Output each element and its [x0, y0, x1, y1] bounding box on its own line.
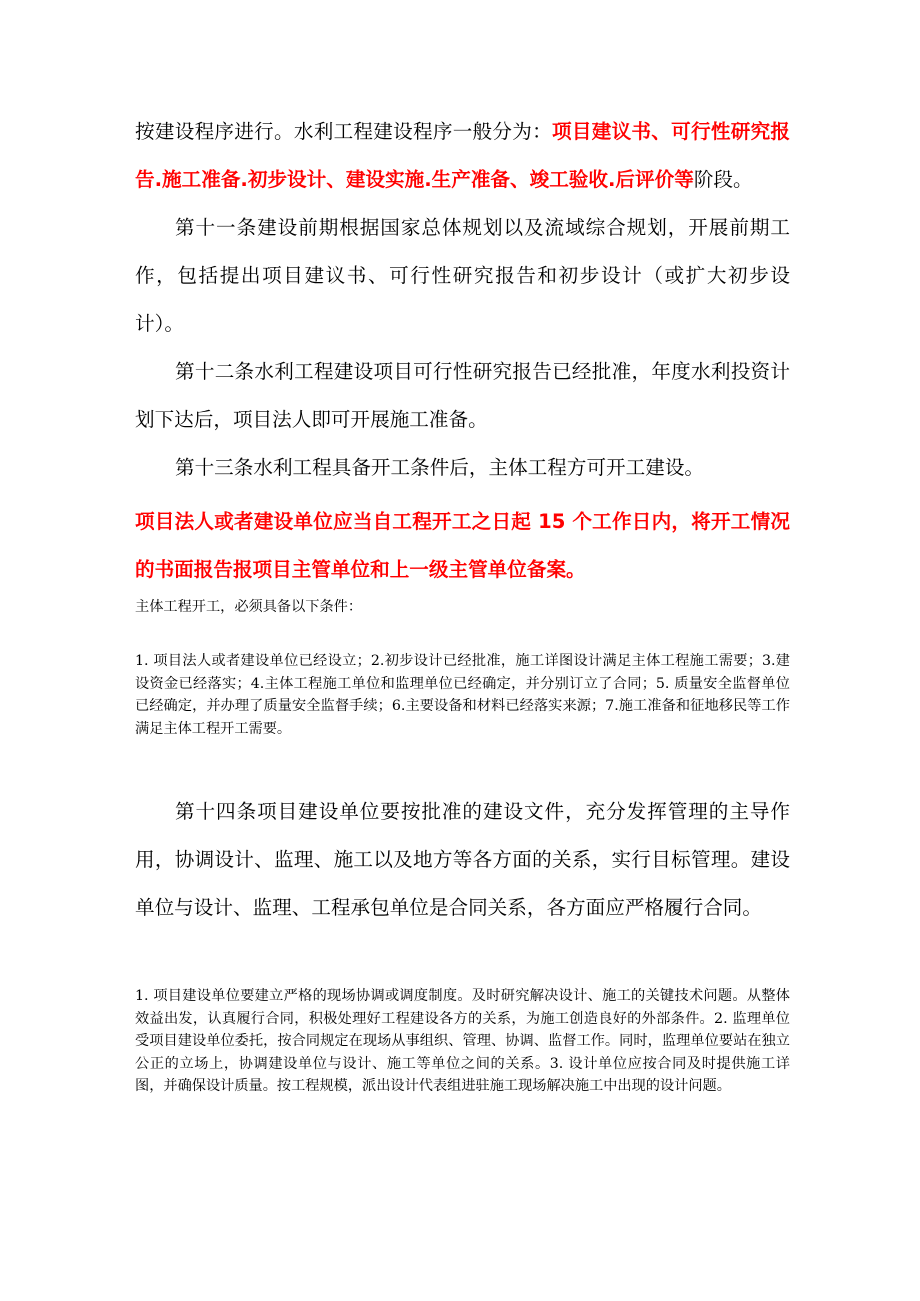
paragraph-article-13: 第十三条水利工程具备开工条件后，主体工程方可开工建设。: [175, 456, 705, 479]
procedure-stages-highlight: 项目建议书、可行性研究报告.施工准备.初步设计、建设实施.生产准备、竣工验收.后评价等: [135, 120, 791, 191]
procedure-lead-text: 按建设程序进行。水利工程建设程序一般分为：: [135, 120, 552, 143]
paragraph-article-12: 第十二条水利工程建设项目可行性研究报告已经批准，年度水利投资计划下达后，项目法人即可开展施工准备。: [135, 360, 790, 431]
paragraph-party-responsibilities: 1. 项目建设单位要建立严格的现场协调或调度制度。及时研究解决设计、施工的关键技术问题。从整体效益出发，认真履行合同，积极处理好工程建设各方的关系，为施工创造良好的外部条件。2. 监理单位受项目建设单位委托，按合同规定在现场从事组织、管理、协调、监督工作。同时，监理单位要站在独立公正的立场上，协调建设单位与设计、施工等单位之间的关系。3. 设计单位应按合同及时提供施工详图，并确保设计质量。按工程规模，派出设计代表组进驻施工现场解决施工中出现的设计问题。: [135, 988, 790, 1094]
paragraph-article-14: 第十四条项目建设单位要按批准的建设文件，充分发挥管理的主导作用，协调设计、监理、施工以及地方等各方面的关系，实行目标管理。建设单位与设计、监理、工程承包单位是合同关系，各方面应严格履行合同。: [135, 800, 790, 919]
paragraph-construction-procedure: [135, 108, 790, 204]
paragraph-filing-requirement-highlight: 项目法人或者建设单位应当自工程开工之日起 15 个工作日内，将开工情况的书面报告报项目主管单位和上一级主管单位备案。: [135, 510, 790, 581]
procedure-tail-text: 阶段。: [693, 168, 753, 191]
paragraph-start-conditions-list: 1. 项目法人或者建设单位已经设立；2.初步设计已经批准，施工详图设计满足主体工程施工需要；3.建设资金已经落实；4.主体工程施工单位和监理单位已经确定，并分别订立了合同；5. 质量安全监督单位已经确定，并办理了质量安全监督手续；6.主要设备和材料已经落实来源；7.施工准备和征地移民等工作满足主体工程开工需要。: [135, 653, 790, 737]
paragraph-article-11: 第十一条建设前期根据国家总体规划以及流域综合规划，开展前期工作，包括提出项目建议书、可行性研究报告和初步设计（或扩大初步设计）。: [135, 216, 790, 335]
paragraph-start-conditions-intro: 主体工程开工，必须具备以下条件：: [135, 599, 363, 615]
